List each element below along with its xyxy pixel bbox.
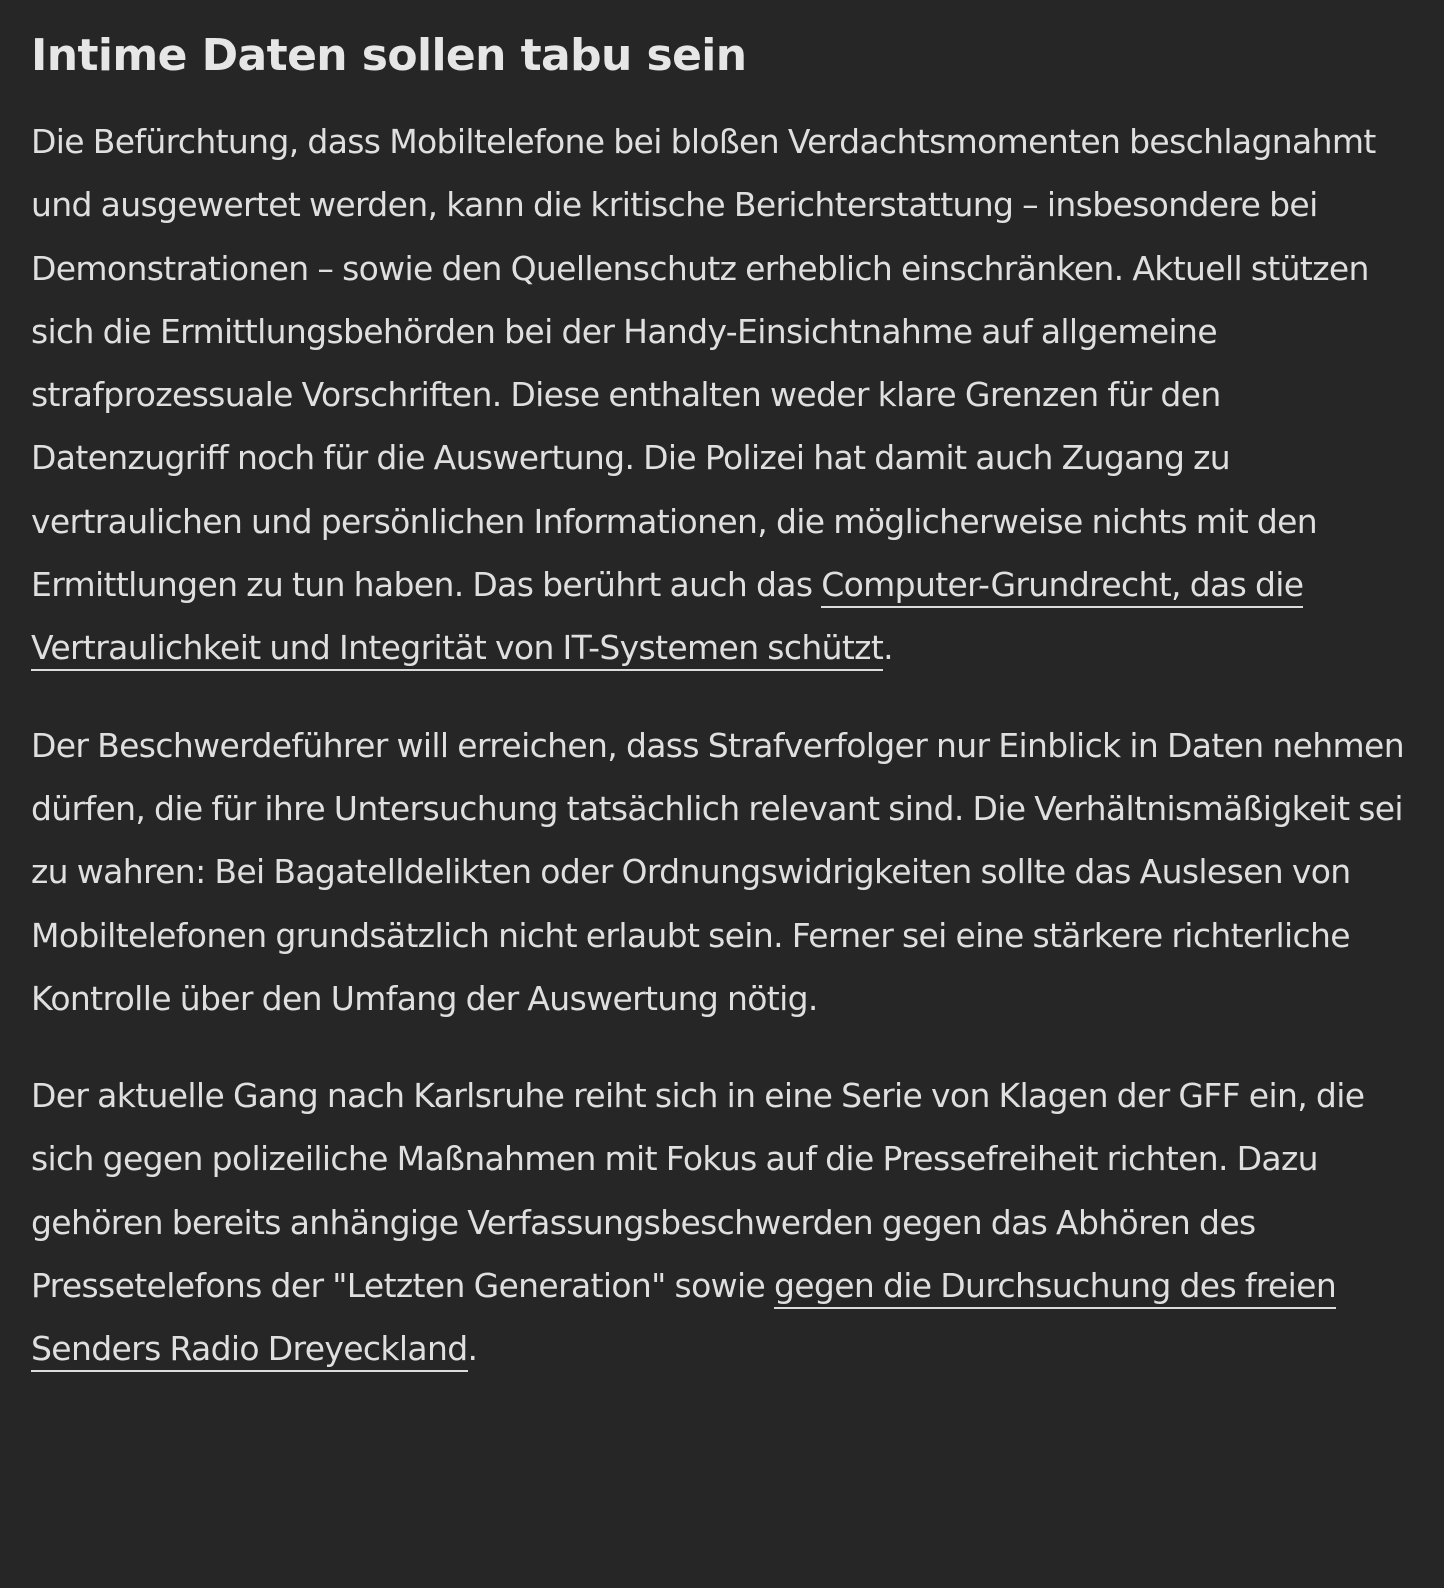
paragraph-tail: . (467, 1329, 478, 1369)
paragraph-gff-lawsuits (31, 1064, 1426, 1380)
paragraph-text: Die Befürchtung, dass Mobiltelefone bei bloßen Verdachtsmomenten beschlagnahmt und ausgewertet werden, kann die kritische Berichterstattung – insbesondere bei Demonstrationen – sowie den Quellenschutz erheblich einschränken. Aktuell stützen sich die Ermittlungsbehörden bei der Handy-Einsichtnahme auf allgemeine strafprozessuale Vorschriften. Diese enthalten weder klare Grenzen für den Datenzugriff noch für die Auswertung. Die Polizei hat damit auch Zugang zu vertraulichen und persönlichen Informationen, die möglicherweise nichts mit den Ermittlungen zu tun haben. Das berührt auch das (31, 122, 1376, 605)
paragraph-text: Der Beschwerdeführer will erreichen, dass Strafverfolger nur Einblick in Daten nehmen dürfen, die für ihre Untersuchung tatsächlich relevant sind. Die Verhältnismäßigkeit sei zu wahren: Bei Bagatelldelikten oder Ordnungswidrigkeiten sollte das Auslesen von Mobiltelefonen grundsätzlich nicht erlaubt sein. Ferner sei eine stärkere richterliche Kontrolle über den Umfang der Auswertung nötig. (31, 725, 1404, 1018)
radio-dreyeckland-link[interactable]: gegen die Durchsuchung des freien Senders Radio Dreyeckland (31, 1266, 1336, 1372)
paragraph-complainant-goals (31, 714, 1426, 1030)
article-section (31, 24, 1426, 1415)
paragraph-tail: . (883, 628, 893, 668)
paragraph-text: Der aktuelle Gang nach Karlsruhe reiht sich in eine Serie von Klagen der GFF ein, die sich gegen polizeiliche Maßnahmen mit Fokus auf die Pressefreiheit richten. Dazu gehören bereits anhängige Verfassungsbeschwerden gegen das Abhören des Pressetelefons der "Letzten Generation" sowie (31, 1076, 1365, 1306)
section-heading: Intime Daten sollen tabu sein (31, 30, 747, 81)
computer-grundrecht-link[interactable]: Computer-Grundrecht, das die Vertraulichkeit und Integrität von IT-Systemen schützt (31, 565, 1303, 671)
paragraph-phone-seizure (31, 110, 1426, 680)
